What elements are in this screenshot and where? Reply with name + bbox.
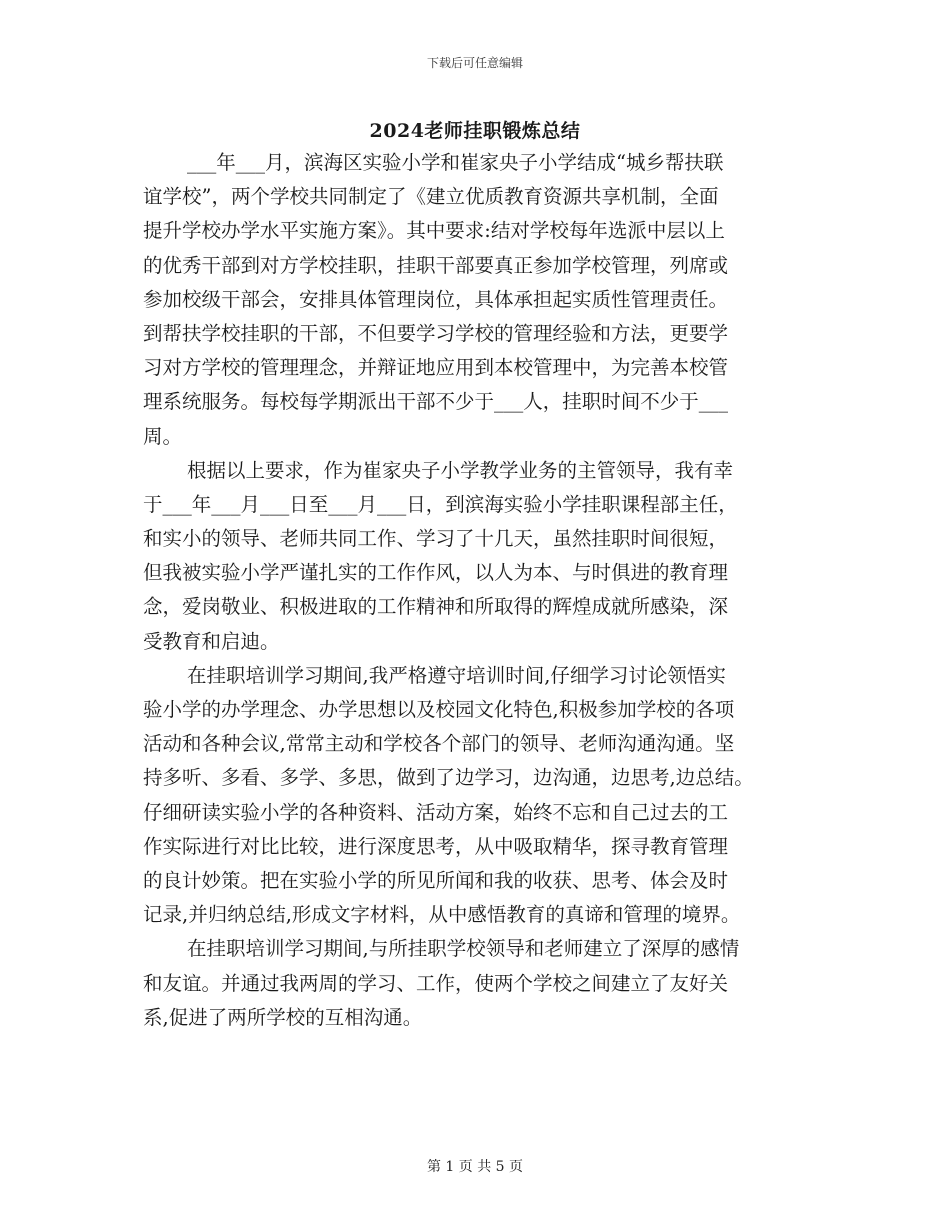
text-line: 根据以上要求，作为崔家央子小学教学业务的主管领导，我有幸 bbox=[187, 458, 734, 482]
document-body bbox=[143, 146, 815, 1035]
text-line: 的良计妙策。把在实验小学的所见所闻和我的收获、思考、体会及时 bbox=[143, 868, 729, 892]
text-line: 念，爱岗敬业、积极进取的工作精神和所取得的辉煌成就所感染，深 bbox=[143, 595, 729, 619]
text-line: 记录,并归纳总结,形成文字材料，从中感悟教育的真谛和管理的境界。 bbox=[143, 903, 741, 927]
text-line: 理系统服务。每校每学期派出干部不少于___人，挂职时间不少于___ bbox=[143, 390, 729, 414]
document-title: 2024老师挂职锻炼总结 bbox=[369, 120, 581, 142]
text-line: 仔细研读实验小学的各种资料、活动方案，始终不忘和自己过去的工 bbox=[143, 800, 729, 824]
text-line: 的优秀干部到对方学校挂职，挂职干部要真正参加学校管理，列席或 bbox=[143, 253, 729, 277]
text-line: 活动和各种会议,常常主动和学校各个部门的领导、老师沟通沟通。坚 bbox=[143, 732, 735, 756]
page-footer: 第 1 页 共 5 页 bbox=[426, 1159, 524, 1175]
text-line: 习对方学校的管理理念，并辩证地应用到本校管理中，为完善本校管 bbox=[143, 356, 729, 380]
text-line: 和实小的领导、老师共同工作、学习了十几天，虽然挂职时间很短， bbox=[143, 527, 729, 551]
text-line: 持多听、多看、多学、多思，做到了边学习，边沟通，边思考,边总结。 bbox=[143, 766, 754, 790]
text-line: 提升学校办学水平实施方案》。其中要求:结对学校每年选派中层以上 bbox=[143, 219, 725, 243]
text-line: 和友谊。并通过我两周的学习、工作，使两个学校之间建立了友好关 bbox=[143, 971, 729, 995]
text-line: 作实际进行对比比较，进行深度思考，从中吸取精华，探寻教育管理 bbox=[143, 834, 729, 858]
text-line: 系,促进了两所学校的互相沟通。 bbox=[143, 1005, 423, 1029]
text-line: ___年___月，滨海区实验小学和崔家央子小学结成“城乡帮扶联 bbox=[187, 151, 724, 174]
text-line: 受教育和启迪。 bbox=[143, 629, 280, 653]
text-line: 到帮扶学校挂职的干部，不但要学习学校的管理经验和方法，更要学 bbox=[143, 321, 729, 345]
text-line: 在挂职培训学习期间,我严格遵守培训时间,仔细学习讨论领悟实 bbox=[187, 663, 726, 687]
text-line: 谊学校”，两个学校共同制定了《建立优质教育资源共享机制，全面 bbox=[143, 185, 719, 209]
text-line: 验小学的办学理念、办学思想以及校园文化特色,积极参加学校的各项 bbox=[143, 698, 735, 721]
header-note: 下载后可任意编辑 bbox=[426, 56, 523, 70]
text-line: 参加校级干部会，安排具体管理岗位，具体承担起实质性管理责任。 bbox=[143, 287, 729, 311]
text-line: 于___年___月___日至___月___日，到滨海实验小学挂职课程部主任， bbox=[143, 492, 738, 516]
text-line: 周。 bbox=[143, 424, 183, 448]
text-line: 在挂职培训学习期间,与所挂职学校领导和老师建立了深厚的感情 bbox=[187, 937, 740, 961]
text-line: 但我被实验小学严谨扎实的工作作风，以人为本、与时俱进的教育理 bbox=[143, 561, 729, 585]
